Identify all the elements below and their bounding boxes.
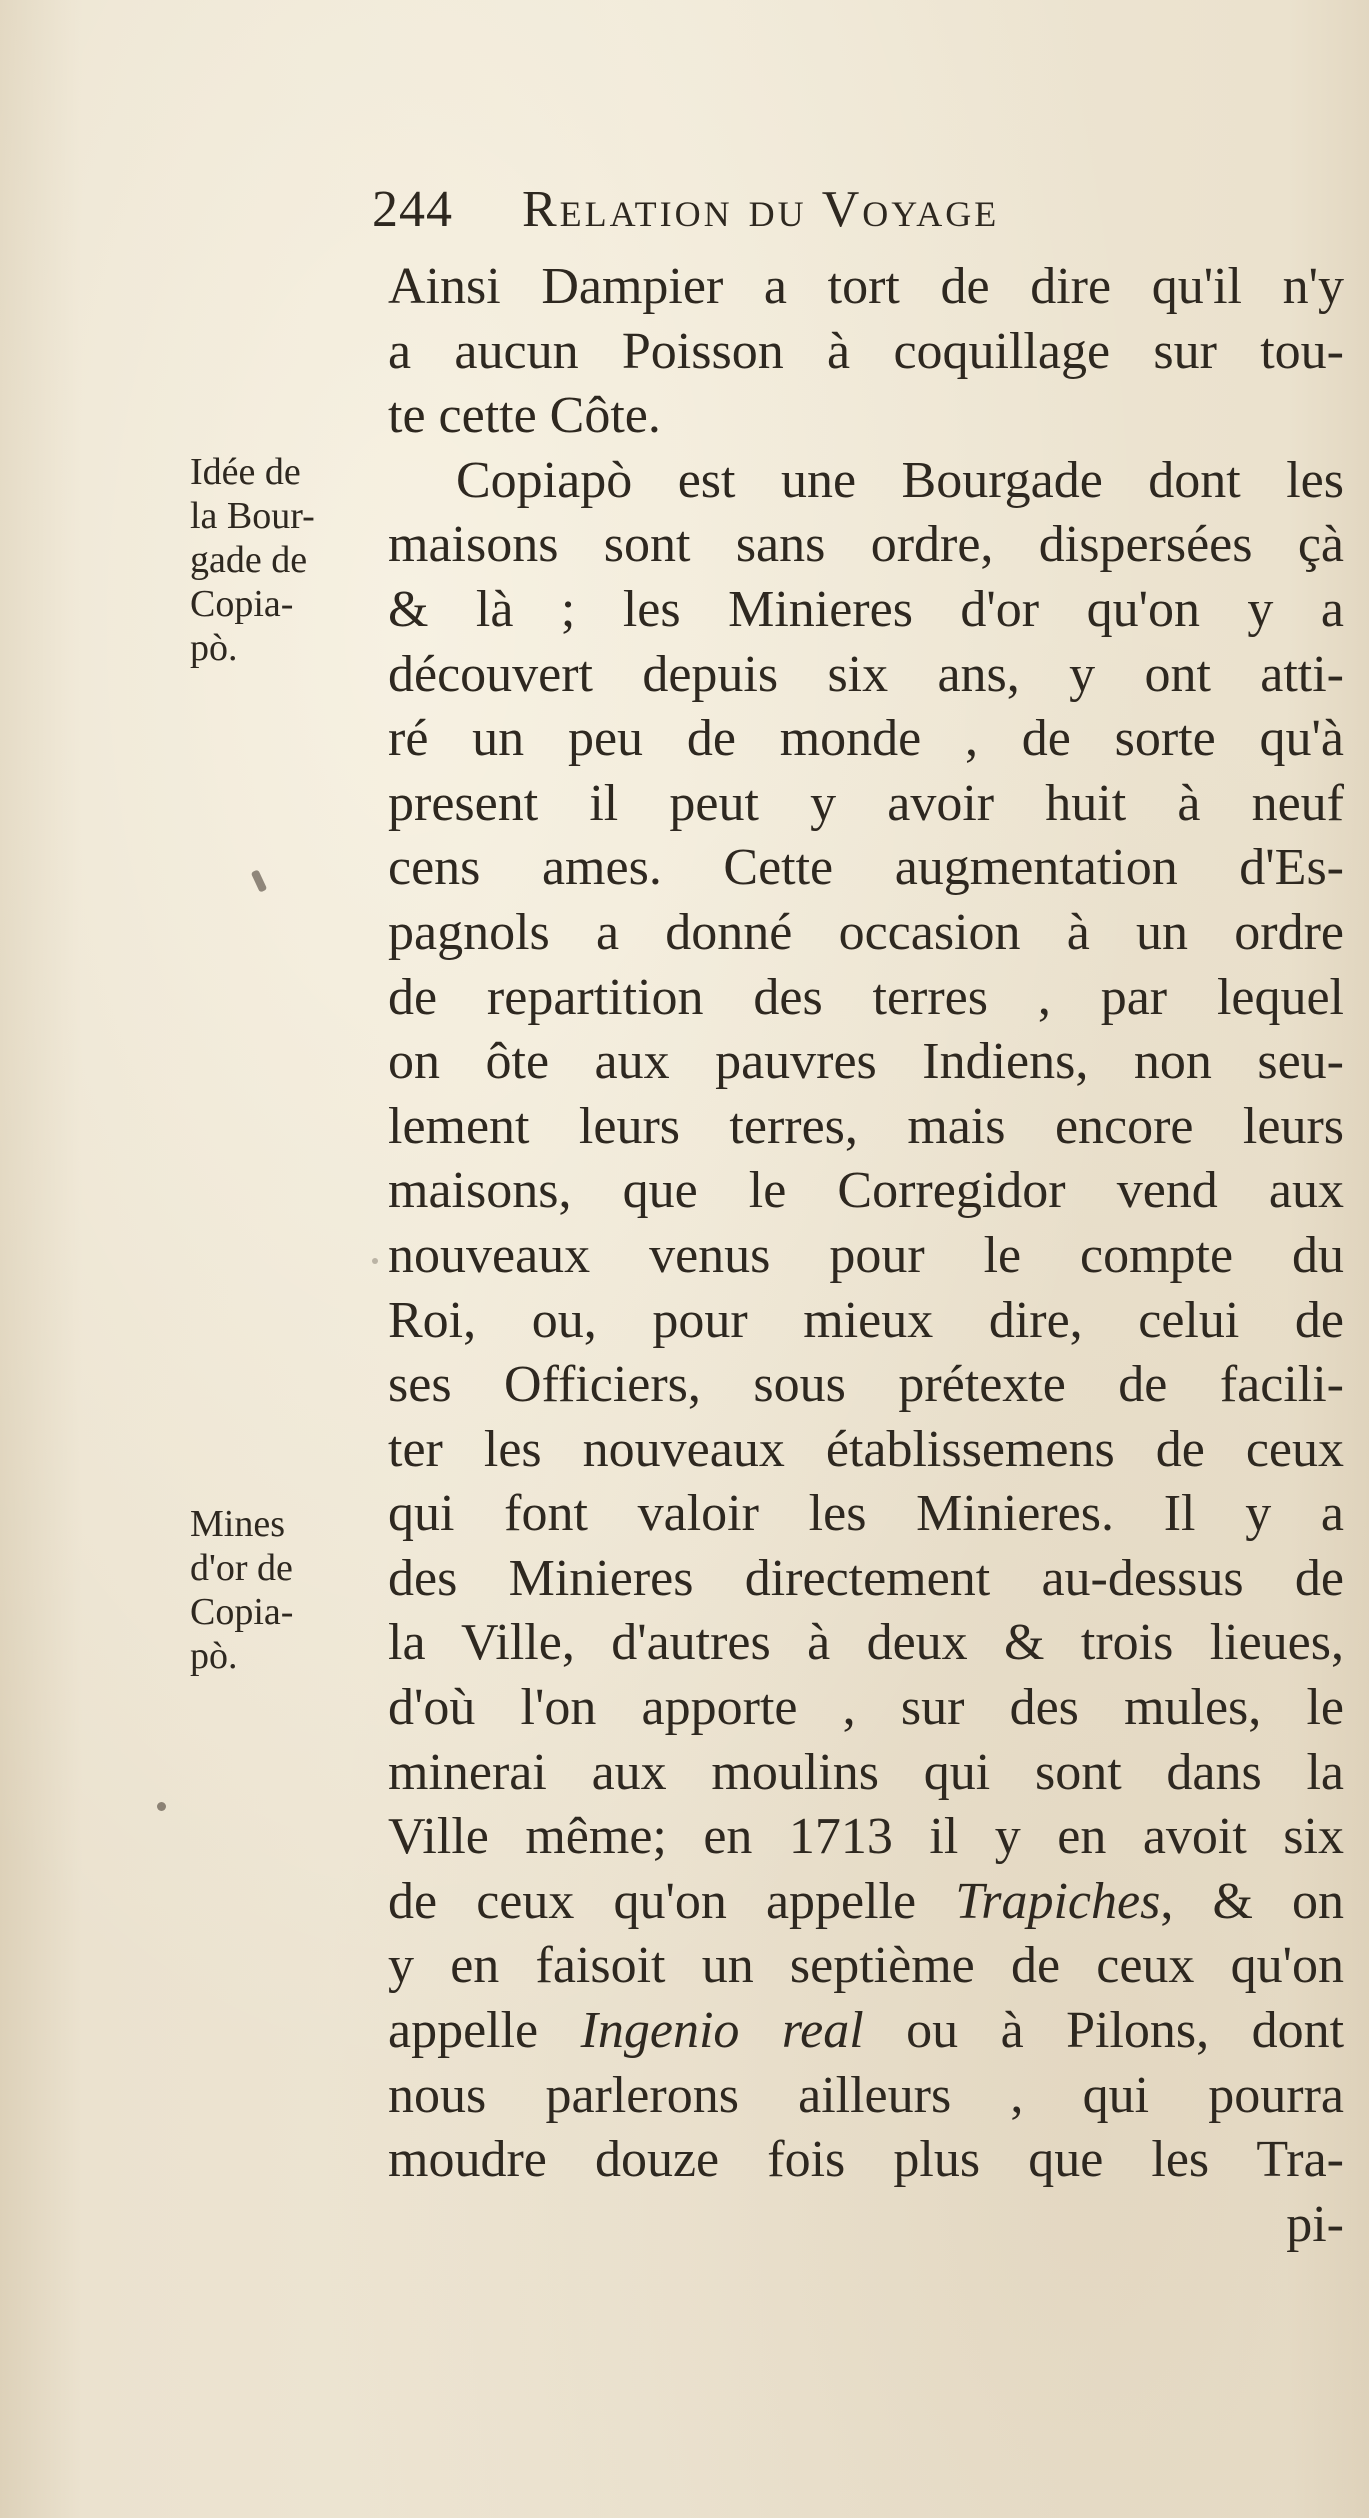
text-line: on ôte aux pauvres Indiens, non seu- [388, 1033, 1344, 1091]
text-line: ter les nouveaux établissemens de ceux [388, 1420, 1344, 1478]
text-line: de repartition des terres , par lequel [388, 968, 1344, 1026]
text-line: a aucun Poisson à coquillage sur tou- [388, 322, 1344, 380]
text-line: present il peut y avoir huit à neuf [388, 774, 1344, 832]
ink-speck [251, 869, 268, 892]
margin-note-line: pò. [190, 1635, 238, 1677]
body-text [388, 255, 1344, 2257]
text-line: nous parlerons ailleurs , qui pourra [388, 2066, 1344, 2124]
text-line: ré un peu de monde , de sorte qu'à [388, 710, 1344, 768]
running-title: Relation du Voyage [522, 181, 1000, 238]
text-line: d'où l'on apporte , sur des mules, le [388, 1679, 1344, 1737]
text-segment: , & on [1160, 1872, 1344, 1930]
text-segment: ou à Pilons, dont [906, 2002, 1344, 2060]
page-number: 244 [372, 181, 453, 238]
text-line: moudre douze fois plus que les Tra- [388, 2131, 1344, 2189]
margin-note-line: Copia- [190, 583, 294, 625]
margin-note-line: d'or de [190, 1547, 293, 1589]
page-header [372, 180, 1232, 252]
text-line: Ville même; en 1713 il y en avoit six [388, 1808, 1344, 1866]
italic-term: Ingenio real [580, 2002, 864, 2060]
margin-note-line: Idée de [190, 451, 301, 493]
margin-note-line: pò. [190, 627, 238, 669]
margin-note-line: Copia- [190, 1591, 294, 1633]
text-line: minerai aux moulins qui sont dans la [388, 1743, 1344, 1801]
text-segment: appelle [388, 2002, 539, 2060]
text-line: des Minieres directement au-dessus de [388, 1549, 1344, 1607]
margin-note-mines [190, 1502, 380, 1678]
text-line: Roi, ou, pour mieux dire, celui de [388, 1291, 1344, 1349]
text-line [388, 1870, 1344, 1935]
text-line: cens ames. Cette augmentation d'Es- [388, 839, 1344, 897]
text-line: te cette Côte. [388, 387, 661, 445]
margin-note-line: Mines [190, 1503, 285, 1545]
text-line: & là ; les Minieres d'or qu'on y a [388, 580, 1344, 638]
text-line: qui font valoir les Minieres. Il y a [388, 1485, 1344, 1543]
ink-speck [372, 1258, 378, 1264]
catchword: pi- [1286, 2195, 1344, 2253]
italic-term: Trapiches [955, 1872, 1161, 1930]
text-line: la Ville, d'autres à deux & trois lieues, [388, 1614, 1344, 1672]
margin-note-bourgade [190, 450, 380, 670]
text-line: Ainsi Dampier a tort de dire qu'il n'y [388, 258, 1344, 315]
text-line [388, 1999, 1344, 2064]
text-line: pagnols a donné occasion à un ordre [388, 903, 1344, 961]
text-line: découvert depuis six ans, y ont atti- [388, 645, 1344, 703]
text-line: ses Officiers, sous prétexte de facili- [388, 1356, 1344, 1414]
text-segment: de ceux qu'on appelle [388, 1872, 917, 1930]
margin-note-line: gade de [190, 539, 308, 581]
ink-speck [157, 1802, 166, 1811]
text-line: lement leurs terres, mais encore leurs [388, 1097, 1344, 1155]
text-line: y en faisoit un septième de ceux qu'on [388, 1937, 1344, 1995]
text-line: maisons, que le Corregidor vend aux [388, 1162, 1344, 1220]
text-line: nouveaux venus pour le compte du [388, 1226, 1344, 1284]
text-line: maisons sont sans ordre, dispersées çà [388, 516, 1344, 574]
text-line: Copiapò est une Bourgade dont les [456, 451, 1344, 509]
margin-note-line: la Bour- [190, 495, 315, 537]
